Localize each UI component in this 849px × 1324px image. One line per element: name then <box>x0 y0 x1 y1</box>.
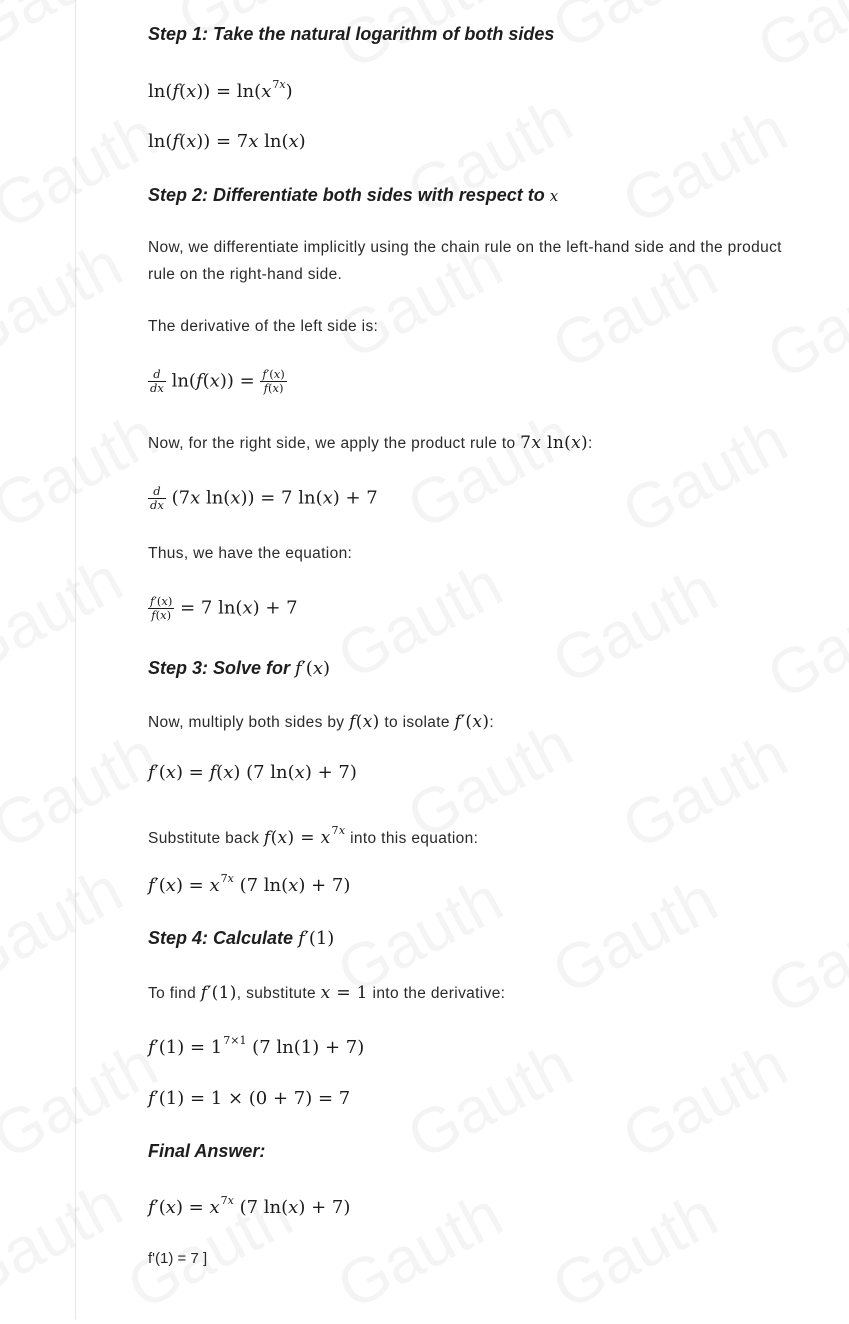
step4-paragraph-1: To find f′(1), substitute x = 1 into the derivative: <box>148 983 506 1003</box>
watermark <box>610 402 799 549</box>
watermark <box>540 0 729 64</box>
watermark <box>325 1177 514 1324</box>
step2-paragraph-3: Now, for the right side, we apply the product rule to 7x ln(x): <box>148 433 593 453</box>
step2-paragraph-2: The derivative of the left side is: <box>148 318 379 335</box>
step2-paragraph-4: Thus, we have the equation: <box>148 545 353 562</box>
watermark <box>0 227 134 374</box>
watermark <box>540 552 729 699</box>
step4-heading: Step 4: Calculate f′(1) <box>148 928 335 949</box>
step3-heading: Step 3: Solve for f′(x) <box>148 658 331 679</box>
watermark <box>755 567 849 714</box>
watermark <box>540 1177 729 1324</box>
watermark <box>0 542 134 689</box>
step3-paragraph-2: Substitute back $f(x) = x^{7x}$ into this equation: <box>148 824 479 848</box>
watermark <box>0 1167 134 1314</box>
step3-equation-1: f′(x) = f(x) (7 ln(x) + 7) <box>148 762 357 783</box>
watermark <box>0 1027 169 1174</box>
watermark <box>395 82 584 229</box>
left-divider <box>75 0 76 1319</box>
watermark <box>0 397 169 544</box>
watermark <box>395 397 584 544</box>
step2-heading: Step 2: Differentiate both sides with respect to x <box>148 185 559 205</box>
step2-equation-right: $\frac{d}{dx}$ (7x ln(x)) = 7 ln(x) + 7 <box>150 484 378 512</box>
step1-equation-2: ln(f(x)) = 7x ln(x) <box>148 131 306 152</box>
watermark <box>0 0 144 64</box>
step3-equation-2: $f'(x) = x^{7x}$ (7 ln(x) + 7) <box>148 872 351 896</box>
watermark <box>0 852 134 999</box>
watermark <box>395 1027 584 1174</box>
step2-equation-combined: $\frac{f'(x)}{f(x)}$ = 7 ln(x) + 7 <box>150 594 298 622</box>
watermark <box>0 717 169 864</box>
watermark <box>0 97 169 244</box>
watermark <box>745 0 849 84</box>
step1-heading: Step 1: Take the natural logarithm of both sides <box>148 24 555 44</box>
step2-equation-left: $\frac{d}{dx}$ ln(f(x)) = $\frac{f'(x)}{f(x)}$ <box>150 367 285 395</box>
final-equation-1: $f'(x) = x^{7x}$ (7 ln(x) + 7) <box>148 1194 351 1218</box>
watermark <box>325 547 514 694</box>
step1-equation-1: $\ln(f(x)) = \ln(x^{7x})$ <box>148 78 293 102</box>
watermark <box>610 1027 799 1174</box>
step4-equation-1: $f'(1) = 1^{7\times 1}$ (7 ln(1) + 7) <box>148 1034 365 1058</box>
step4-equation-2: f′(1) = 1 × (0 + 7) = 7 <box>148 1088 351 1109</box>
step3-paragraph-1: Now, multiply both sides by f(x) to isolate f′(x): <box>148 712 494 732</box>
step2-paragraph-1: Now, we differentiate implicitly using the chain rule on the left-hand side and the product rule on the right-hand side. <box>148 239 782 283</box>
watermark <box>610 92 799 239</box>
final-equation-2: f'(1) = 7 ] <box>148 1250 208 1267</box>
final-answer-heading: Final Answer: <box>148 1141 266 1161</box>
